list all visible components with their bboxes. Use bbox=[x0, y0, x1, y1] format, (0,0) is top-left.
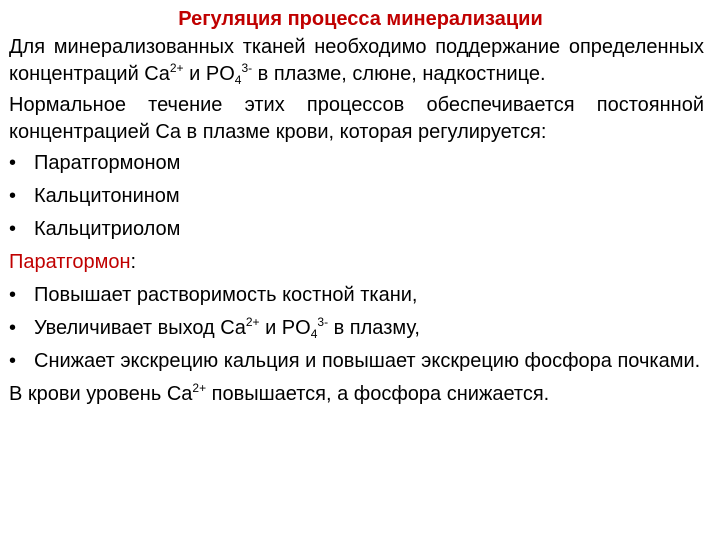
list-item bbox=[9, 183, 704, 210]
list-item bbox=[9, 315, 704, 342]
pth-heading-label: Паратгормон bbox=[9, 251, 131, 273]
regulation-paragraph: Нормальное течение этих процессов обеспечивается постоянной концентрацией Ca в плазме крови, которая регулируется: bbox=[9, 94, 704, 143]
list-item-text: Кальцитриолом bbox=[34, 218, 181, 240]
ca-charge: 2+ bbox=[245, 315, 260, 329]
bullet-icon: • bbox=[9, 152, 17, 174]
list-item-text: Повышает растворимость костной ткани, bbox=[34, 284, 418, 306]
bullet-icon: • bbox=[9, 218, 17, 240]
po-charge: 3- bbox=[317, 315, 329, 329]
list-item-text: Снижает экскрецию кальция и повышает экскрецию фосфора почками. bbox=[34, 350, 701, 372]
po-charge: 3- bbox=[241, 61, 253, 75]
ca-charge: 2+ bbox=[169, 61, 184, 75]
list-item bbox=[9, 150, 704, 177]
intro-end: в плазме, слюне, надкостнице. bbox=[252, 63, 546, 85]
bullet-icon: • bbox=[9, 185, 17, 207]
regulators-list bbox=[9, 150, 704, 243]
slide-title: Регуляция процесса минерализации bbox=[178, 8, 543, 30]
list-item-text: в плазму, bbox=[328, 317, 420, 339]
pth-heading-colon: : bbox=[130, 251, 137, 273]
list-item-text: Увеличивает выход Ca bbox=[34, 317, 246, 339]
bullet-icon: • bbox=[9, 317, 17, 339]
list-item bbox=[9, 348, 704, 375]
po-subscript: 4 bbox=[234, 73, 242, 87]
pth-effects-list bbox=[9, 282, 704, 375]
list-item-text: Кальцитонином bbox=[34, 185, 180, 207]
intro-text: Для минерализованных тканей необходимо поддержание определенных концентраций Ca bbox=[9, 36, 704, 85]
pth-heading bbox=[9, 249, 704, 276]
list-item-text: и PO bbox=[259, 317, 311, 339]
conclusion-end: повышается, а фосфора снижается. bbox=[206, 383, 550, 405]
intro-and-po: и PO bbox=[183, 63, 235, 85]
conclusion-text: В крови уровень Ca bbox=[9, 383, 193, 405]
bullet-icon: • bbox=[9, 284, 17, 306]
list-item bbox=[9, 282, 704, 309]
po-subscript: 4 bbox=[310, 327, 318, 341]
intro-paragraph bbox=[9, 34, 704, 88]
ca-charge: 2+ bbox=[192, 381, 207, 395]
list-item-text: Паратгормоном bbox=[34, 152, 181, 174]
list-item bbox=[9, 216, 704, 243]
conclusion-line bbox=[9, 381, 704, 408]
bullet-icon: • bbox=[9, 350, 17, 372]
